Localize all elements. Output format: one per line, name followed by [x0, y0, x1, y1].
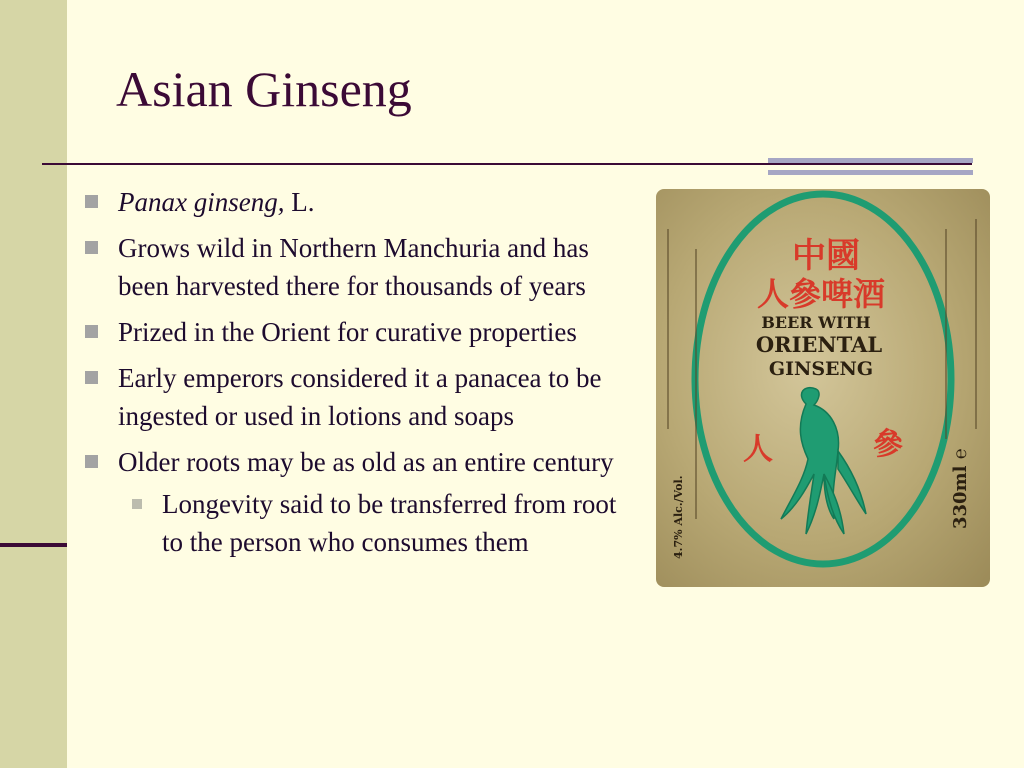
- bullet-list: [82, 183, 642, 569]
- bullet-item: [82, 313, 642, 351]
- ginseng-root-figure: [781, 388, 866, 534]
- sub-bullet-text: Longevity said to be transferred from root to the person who consumes them: [162, 489, 617, 557]
- bullet-text: Early emperors considered it a panacea to be ingested or used in lotions and soaps: [118, 363, 602, 431]
- bullet-marker-icon: [85, 455, 98, 468]
- title-divider: [42, 163, 972, 165]
- bullet-item: [82, 229, 642, 305]
- divider-accent-bar-top: [768, 158, 973, 163]
- label-english-line1: BEER WITH: [761, 313, 871, 332]
- sub-bullet-item: [82, 485, 642, 561]
- sub-bullet-marker-icon: [132, 499, 142, 509]
- bullet-text: Prized in the Orient for curative properties: [118, 317, 577, 347]
- side-accent-tick: [0, 543, 67, 547]
- label-chinese-top: 中國: [792, 236, 860, 276]
- bullet-italic-text: Panax ginseng,: [118, 187, 285, 217]
- label-chinese-right: 參: [873, 427, 903, 462]
- bullet-marker-icon: [85, 371, 98, 384]
- bullet-text: L.: [284, 187, 315, 217]
- bullet-marker-icon: [85, 241, 98, 254]
- side-band: [0, 0, 67, 768]
- divider-accent-bar-bottom: [768, 170, 973, 175]
- beer-label-graphic: [656, 189, 990, 587]
- bullet-text: Older roots may be as old as an entire century: [118, 447, 614, 477]
- label-abv: 4.7% Alc./Vol.: [672, 475, 685, 559]
- bullet-item: [82, 183, 642, 221]
- bullet-item: [82, 359, 642, 435]
- bullet-text: Grows wild in Northern Manchuria and has been harvested there for thousands of years: [118, 233, 589, 301]
- label-english-line3: GINSENG: [768, 358, 874, 380]
- label-chinese-mid: 人參啤酒: [756, 275, 886, 313]
- bullet-marker-icon: [85, 195, 98, 208]
- slide-title: Asian Ginseng: [116, 61, 412, 117]
- bullet-marker-icon: [85, 325, 98, 338]
- bullet-item: [82, 443, 642, 481]
- label-volume: 330ml ℮: [950, 448, 971, 529]
- label-english-line2: ORIENTAL: [755, 332, 883, 357]
- beer-label-image: [656, 189, 990, 587]
- label-chinese-left: 人: [743, 432, 773, 467]
